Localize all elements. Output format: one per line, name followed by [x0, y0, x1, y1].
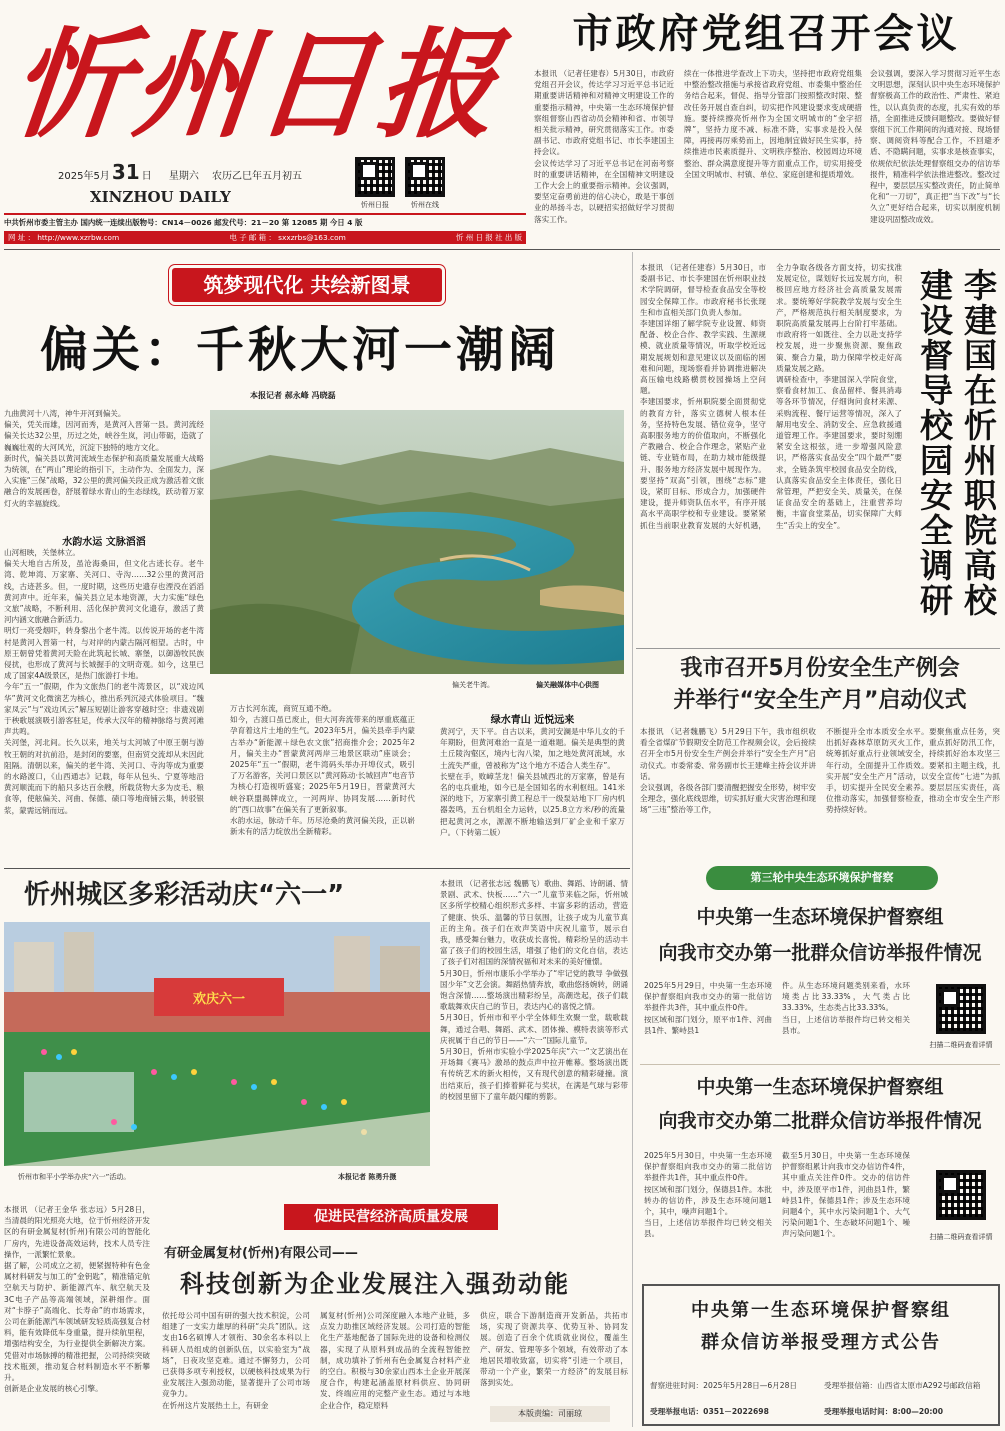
eco-banner: 第三轮中央生态环境保护督察	[706, 866, 938, 890]
eco-h2-line-2: 向我市交办第二批群众信访举报件情况	[658, 1110, 982, 1132]
private-col-4: 供应，联合下游制造商开发新品，共拓市场，实现了资源共享、优势互补、协同发展。创造了百余个优质就业岗位，覆盖生产、研发、管理等多个领域，有效带动了本地居民增收致富，切实将“引进一个项目，带动一个产业，繁荣一方经济”的发展目标落到实处。	[480, 1311, 628, 1388]
private-kicker: 有研金属复材(忻州)有限公司——	[164, 1246, 358, 1261]
li-article-body: 本报讯 （记者任建春）5月30日，市委副书记、市长李建国在忻州职业技术学院调研，督导检查食品安全等校园安全保障工作。市政府秘书长张现生和市直相关部门负责人参加。 李建国详细了解学院专业设置、师资配备、校企合作、教学实践、生源规模、就业质量等情况，听取学校近远期发展规划和意见建议以及面临的困难和问题，现场察看并协调推进解决高压输电线路横贯校园操场上空问题。 李建国要求，忻州职院要全面贯彻党的教育方针，落实立德树人根本任务，坚持特色发展、错位竞争，坚守高职服务地方的价值取向，不断强化产教融合、校企合作理念，紧贴产业链、专业链布局，在助力城市能级提升、服务地方经济发展中展现作为。要坚持“双高”引领，围绕“志标”建设，紧盯目标、形成合力，加强硬件建设，提升师资队伍水平，有序开展高水平高职学校和专业建设。要紧紧抓住当前职业教育发展的大好机遇，全力争取各级各方面支持，切实找准发展定位，谋划好长远发展方向，积极回应地方经济社会高质量发展需求。要统筹好学院教学发展与安全生产，严格规范执行相关制度要求，为职院高质量发展再上台阶打牢基础。市政府将一如既往、全力以赴支持学校发展，进一步聚焦资源、聚焦政策、聚合力量，助力保障学校走好高质量发展之路。 调研检查中，李建国深入学院食堂，察看食材加工、食品留样、餐具消毒等各环节情况，仔细询问食材来源、采购流程、餐厅运营等情况，深入了解用电安全、消防安全、应急救援通道管理工作。李建国要求，要时刻绷紧安全这根弦，进一步增强风险意识，严格落实食品安全“四个最严”要求，全链条筑牢校园食品安全防线，认真落实食品安全主体责任，强化日常管理，严把安全关、质量关，在保证食品安全的基础上，注重营养均衡，丰富食堂菜品，切实保障广大师生“舌尖上的安全”。	[640, 263, 902, 530]
lead-headline: 市政府党组召开会议	[572, 11, 960, 57]
newspaper-logo: 忻州日报	[4, 15, 508, 154]
feature-body-1: 山河相映，关堡林立。 偏关大地自古所及，虽沧海桑田，但文化古迹长存。老牛湾、乾坤湾、万家寨、关河口、寺沟……32公里的黄河沿线，古迹甚多。但，一度时期，这些历史遗存也湮没在滔滔黄河声中。近年来，偏关县立足本地资源，大力实施“绿色文旅”战略，不断利用、活化保护黄河文化遗存，激活了黄河内涵文旅融合新活力。 明灯一亮受烟吓，转身黎出个老牛湾。以传说开场的老牛湾村是黄河入晋第一村，与对岸的内蒙古隔河相望。古时，中原王朝曾凭着黄河天险在此筑起长城、寨堡，以御游牧民族侵扰，也形成了黄河与长城握手的文明奇观。如今，这里已成了国家4A级景区，是热门旅游打卡地。 今年“五一”假期，作为文旅热门的老牛湾景区，以“戏边风华”黄河文化微演艺为核心，推出系列沉浸式体验项目。“魏家凤云”与“戏边风云”解压短剧让游客穿越时空；非遗戏剧于秧歌展演吸引游客驻足，传承大汉年的精神脉络与黄河滩声共鸣。 关河堡，河北间。长久以来，地关与太河城了中原王朝与游牧王朝的对抗前沿，是封闭的要塞，但南贸交流却从未因此阻隔。清朝以来，偏关的老牛湾、关河口、寺沟等成为重要的水路渡口，《山西通志》记载，每年从包头、宁夏等地沿黄河顺流而下的船只多达百余艘，所载货物大多为皮毛、粮食等，使舷偏关、河曲、保德、碛口等地商铺云集，转驳银浆，蒙需远销而远。	[4, 548, 204, 815]
river-landscape-illustration	[210, 410, 624, 674]
notice-title-line-2: 群众信访举报受理方式公告	[701, 1332, 941, 1353]
notice-title-line-1: 中央第一生态环境保护督察组	[691, 1300, 951, 1321]
feature-banner: 筑梦现代化 共绘新图景	[172, 268, 442, 302]
notice-period: 督察进驻时间：2025年5月28日—6月28日	[650, 1381, 798, 1390]
stage-banner-text: 欢庆六一	[192, 992, 246, 1007]
weekday: 星期六	[168, 171, 199, 182]
publisher-label: 忻 州 日 报 社 出 版	[456, 233, 522, 242]
lead-col-3: 会议强调，要深入学习贯彻习近平生态文明思想，深刻认识中央生态环境保护督察极高工作的政治性、严肃性、紧迫性，以认真负责的态度，扎实有效的举措，全面推进反馈问题整改。要做好督察组下沉工作期间的沟通对接、现场督察、调阅资料等配合工作，不回避矛盾、不隐瞒问题，实事求是核查事实，依规依纪依法处理督察组交办的信访举报件，精准科学依法推进整改。整改过程中，要层层压实整改责任，防止简单化和“一刀切”，真正把“当下改”与“长久立”更好结合起来，切实以制度机制建设巩固整改成效。	[870, 69, 1000, 224]
qr-code-xinzhou-daily[interactable]	[355, 157, 395, 197]
website-link[interactable]: 网 址 ： http://www.xzrbw.com	[8, 233, 120, 242]
notice-mailbox: 受理举报信箱：山西省太原市A292号邮政信箱	[824, 1381, 981, 1390]
eco-b2-col-2: 截至5月30日，中央第一生态环境保护督察组累计向我市交办信访件4件，其中重点关注件0件。交办的信访件中，涉及原平市1件，河曲县1件，繁峙县1件，保德县1件；涉及生态环境问题4个，其中水污染问题1个、大气污染问题1个、生态破坏问题1个、噪声污染问题1个。	[782, 1151, 910, 1239]
pinyin-title: XINZHOU DAILY	[90, 188, 231, 206]
lunar-date: 农历乙巳年五月初五	[212, 171, 303, 182]
children-body: 本报讯 （记者张志远 魏鹏飞）歌曲、舞蹈、诗朗诵、情景剧、武术、快板……“六一”儿童节来临之际，忻州城区多所学校精心组织形式多样、丰富多彩的活动，营造了健康、快乐、温馨的节日氛围，让孩子成为儿童节真正的主角。孩子们在欢声笑语中庆祝儿童节，展示自我，感受舞台魅力，收获成长喜悦。精彩纷呈的活动丰富了孩子们的校园生活，增强了他们的文化自信，表达了孩子们对祖国的深情祝福和对未来的美好憧憬。 5月30日，忻州市康乐小学举办了“牢记党的教导 争做强国少年”文艺会演。舞蹈热情奔放，歌曲悠扬婉转，朗诵饱含深情……整场演出精彩纷呈，高潮迭起，孩子们载歌载舞欢庆自己的节日，表达内心的喜悦之情。 5月30日，忻州市和平小学全体师生欢聚一堂，载歌载舞，通过合唱、舞蹈、武术、团体操、模特表演等形式庆祝属于自己的节日——“六一”国际儿童节。 5月30日，忻州市实验小学2025年庆“六一”文艺演出在开场舞《赛马》激昂的鼓点声中拉开帷幕。整场演出既有传统艺术的新火相传，又有现代创意的精彩碰撞。演出结束后，孩子们捧着鲜花与奖状，在满是气球与彩带的校园里留下了童年最闪耀的剪影。	[440, 879, 628, 1101]
qr1-label: 忻州日报	[361, 201, 389, 209]
feature-subhead-2: 绿水青山 近悦远来	[490, 715, 575, 726]
eco-h1-line-2: 向我市交办第一批群众信访举报件情况	[658, 942, 982, 964]
masthead-rule	[4, 213, 526, 215]
mid-section-rule	[4, 868, 630, 869]
publication-info: 中共忻州市委主管主办 国内统一连续出版物号：CN14－0026 邮发代号：21－20 第 12085 期 今日 4 版	[4, 218, 363, 227]
eco-b1-col-2: 件。从生态环境问题类别来看，水环境类占比33.33%，大气类占比33.33%，生态类占比33.33%。 当日，上述信访举报件均已转交相关县市。	[782, 981, 910, 1035]
private-banner: 促进民营经济高质量发展	[284, 1204, 498, 1230]
eco-b1-col-1: 2025年5月29日，中央第一生态环境保护督察组向我市交办的第一批信访举报件共3件，其中重点件0件。 按区域和部门划分，原平市1件、河曲县1件、繁峙县1	[644, 981, 772, 1035]
lead-col-1: 本报讯 （记者任建春）5月30日，市政府党组召开会议，传达学习习近平总书记近期重要讲话精神和对精神文明建设工作的重要指示精神，中央第一生态环境保护督察组督察山西省动员会精神和省、市领导相关批示精神，研究贯彻落实工作。市委副书记、市政府党组书记、市长李建国主持会议。 会议传达学习了习近平总书记在河南考察时的重要讲话精神，在全国精神文明建设工作大会上的重要指示精神。会议强调，要坚定奋勇前进的信心决心，敢是干事创业的昂扬斗志，以硬招实招做好学习贯彻落实工作。	[534, 69, 674, 224]
private-headline: 科技创新为企业发展注入强劲动能	[180, 1270, 570, 1298]
qr-code-xinzhou-online[interactable]	[405, 157, 445, 197]
lead-col-2: 续在一体推进学查改上下功夫，坚持把市政府党组集中整治整改措施与承接省政府党组、市委集中整治任务结合起来，督促、指导分管部门按照整改时限、整改任务开展自查自纠，切实把作风建设要求变成硬措施。要持续擦亮忻州作为全国文明城市的“金字招牌”，坚持力度不减、标准不降，实事求是投入保障，再接再厉乘势而上，因地制宜做好民生实事，持续推进市民素质提升、文明秩序整治、校园周边环境整治、群众满意度提升等方面重点工作，切实用接受全国文明城市、村镇、单位、家庭创建和提质增效。	[684, 69, 862, 179]
private-col-2: 依托母公司中国有研的强大技术积淀，公司组建了一支实力雄厚的科研“尖兵”团队。这支由16名硕博人才领衔、30余名本科以上科研人员组成的创新队伍，以实验室为“战场”，日夜攻坚克难。通过不懈努力，公司已获得多项专利授权，以硬核科技成果为行业发展注入强劲动能，显著提升了公司市场竞争力。 在忻州这片发展热土上，有研金	[162, 1311, 310, 1410]
qr2-label: 忻州在线	[411, 201, 439, 209]
children-headline: 忻州城区多彩活动庆“六一”	[24, 880, 345, 910]
photo-caption-left: 偏关老牛湾。	[452, 681, 494, 689]
date-day-suffix: 日	[141, 171, 152, 182]
school-festival-illustration	[4, 922, 430, 1166]
safety-col-1: 本报讯 （记者魏鹏飞）5月29日下午，我市组织收看全省煤矿节假期安全防范工作视频会议，会后接续召开全市5月份安全生产例会并举行“安全生产月”启动仪式。市委常委、常务副市长王建峰主持会议并讲话。 会议强调，各级各部门要清醒把握安全形势，树牢安全理念，强化底线思维，切实抓好重大灾害治理和现场“三违”整治等工作，	[640, 727, 816, 815]
email-link[interactable]: 电 子 邮 箱 ： sxxzrbs@163.com	[229, 233, 346, 242]
eco-scan-label-1: 扫描二维码查看详情	[929, 1041, 993, 1049]
feature-subhead-1: 水韵水运 文脉滔滔	[62, 537, 146, 548]
eco-scan-label-2: 扫描二维码查看详情	[929, 1233, 993, 1241]
eco-h2-line-1: 中央第一生态环境保护督察组	[696, 1076, 944, 1098]
children-caption-right: 本报记者 陈勇升摄	[338, 1173, 397, 1181]
eco-h1-line-1: 中央第一生态环境保护督察组	[696, 906, 944, 928]
date-year-month: 2025年5月	[58, 171, 110, 182]
feature-body-2: 万古长河东流，商贸互通不绝。 如今，古渡口虽已废止，但大河奔流带来的厚重底蕴正孕育着这片土地的生气。2023年5月，偏关县牵手内蒙古举办“新能源＋绿色农文旅”招商推介会；2025年2月，偏关主办“晋蒙黄河两岸三地景区联动”座谈会；2025年“五一”假期，老牛湾码头举办开埠仪式，吸引了万名游客，关河口景区以“黄河陈动·长城回声”电音节为核心打造视听盛宴；2025年5月19日，晋蒙黄河大峡谷联盟揭牌成立，一河两岸、协同发展……新时代的“西口故事”在偏关有了更新叙事。 水韵水运，脉动千年。历尽沧桑的黄河偏关段，正以崭新未有的活力绽放出全新精彩。	[230, 704, 415, 837]
notice-phone-hours: 受理举报电话时间：8:00—20:00	[824, 1407, 943, 1416]
notice-phone: 受理举报电话：0351－2022698	[650, 1407, 769, 1416]
private-col-3: 属复材(忻州)公司深度融入本地产业链，多点发力助推区域经济发展。公司打造的智能化生产基地配备了国际先进的设备和检测仪器，实现了从原料到成品的全流程智能控制，成功填补了忻州有色金属复合材料产业的空白。积极与30余家山西本土企业开展深度合作，构建起涵盖原材料供应、协同研发、终端应用的完整产业生态。通过与本地企业合作，稳定原料	[320, 1311, 470, 1410]
li-article-rule	[636, 648, 1000, 649]
yellow-river-photo	[210, 410, 624, 674]
eco-b2-col-1: 2025年5月30日，中央第一生态环境保护督察组向我市交办的第二批信访举报件共1件，其中重点件0件。 按区域和部门划分，保德县1件。本批转办的信访件，涉及生态环境问题1个，其中，噪声问题1个。 当日，上述信访举报件均已转交相关县。	[644, 1151, 772, 1239]
feature-body-3: 黄河宁，天下平。自古以来，黄河安澜是中华儿女的千年期盼，但黄河难治一直是一道难题。偏关是典型的黄土丘陵沟壑区，境内七沟八梁，加之地处黄河流域，水土流失严重，曾被称为“这个地方不适合人类生存”。 长壁在手，败嶂茎龙！偏关县城西北的万家寨，曾是有名的屯兵重地，如今已是全国知名的水利枢纽。141米深的地下，万家寨引黄工程总干一级泵站地下厂房内机器轰鸣，五台机组全力运转，以25.8立方米/秒的流量把起黄河之水，源源不断地输送到厂矿企业和千家万户。（下转第二版）	[440, 727, 625, 837]
eco-notice-box	[642, 1284, 1000, 1426]
feature-intro: 九曲黄河十八湾，神牛开河到偏关。 偏关，凭关而雄，因河而秀，是黄河入晋第一县。黄河流经偏关长达32公里，历过之处，峡谷生岚，河山带砺，造就了巍巍壮观的大河风光，沉淀下独特的地方文化。 新时代，偏关县以黄河流域生态保护和高质量发展重大战略为统领，在“两山”理论的指引下，主动作为、全面发力，深入实施“三保”战略，32公里的黄河偏关段正成为激活着文旅融合的发展画卷，舒展着绿水青山的生态绿线，跃动着万家灯火的幸福旋线。	[4, 409, 204, 508]
divider-left-right	[632, 252, 633, 1427]
safety-headline-line-2: 并举行“安全生产月”启动仪式	[673, 688, 967, 713]
children-day-photo	[4, 922, 430, 1166]
contact-bar	[4, 231, 526, 244]
top-section-rule	[4, 249, 1000, 250]
feature-headline: 偏关：千秋大河一潮阔	[40, 322, 561, 378]
eco-divider	[640, 1064, 1000, 1065]
safety-headline-line-1: 我市召开5月份安全生产例会	[680, 656, 960, 681]
li-article-title: 李建国在忻州职院高校建设督导校园安全调研	[915, 268, 998, 618]
eco-qr-code-2[interactable]	[936, 1170, 986, 1220]
masthead	[0, 0, 530, 230]
photo-caption-right: 偏关融媒体中心供图	[536, 681, 599, 689]
children-caption-left: 忻州市和平小学举办庆“六一”活动。	[18, 1173, 131, 1181]
eco-qr-code-1[interactable]	[936, 984, 986, 1034]
page-editor: 本版责编：司丽琼	[490, 1406, 610, 1422]
feature-byline: 本报记者 郝永峰 冯晓磊	[250, 391, 336, 400]
safety-col-2: 不断提升全市本质安全水平。要聚焦重点任务，突出抓好森林草原防灭火工作，重点抓好防汛工作，统筹抓好重点行业领域安全，持续抓好治本攻坚三年行动，全面提升工作质效。要紧扣主题主线，扎实开展“安全生产月”活动，以安全宣传“七进”为抓手，切实提升全民安全素养。要层层压实责任，高位推动落实，加强督察检查，推动全市安全生产形势持续好转。	[826, 727, 1000, 815]
private-col-1: 本报讯 （记者王金华 张志远）5月28日，当清晨的阳光照亮大地，位于忻州经济开发区的有研金属复材(忻州)有限公司的智能化厂房内，先进设备高效运转，技术人员专注操作，一派繁忙景象。 据了解，公司成立之初，便紧握特种有色金属材料研发与加工的“金钥匙”，精准锚定航空航天与防护、新能源汽车、航空航天及3C电子产品等高端领域，深耕细作。面对“卡脖子”高端化、长寿命”的市场需求，公司在新能源汽车领域研发轻质高强复合材料，能有效降低车身重量，提升续航里程，增强结构安全，为行业提供全新解决方案。凭借对市场脉搏的精准把握，公司持续突破技术瓶颈，推动复合材料制造水平不断攀升。 创新是企业发展的核心引擎。	[4, 1205, 150, 1394]
issue-date	[58, 160, 318, 182]
date-day: 31	[111, 160, 140, 184]
